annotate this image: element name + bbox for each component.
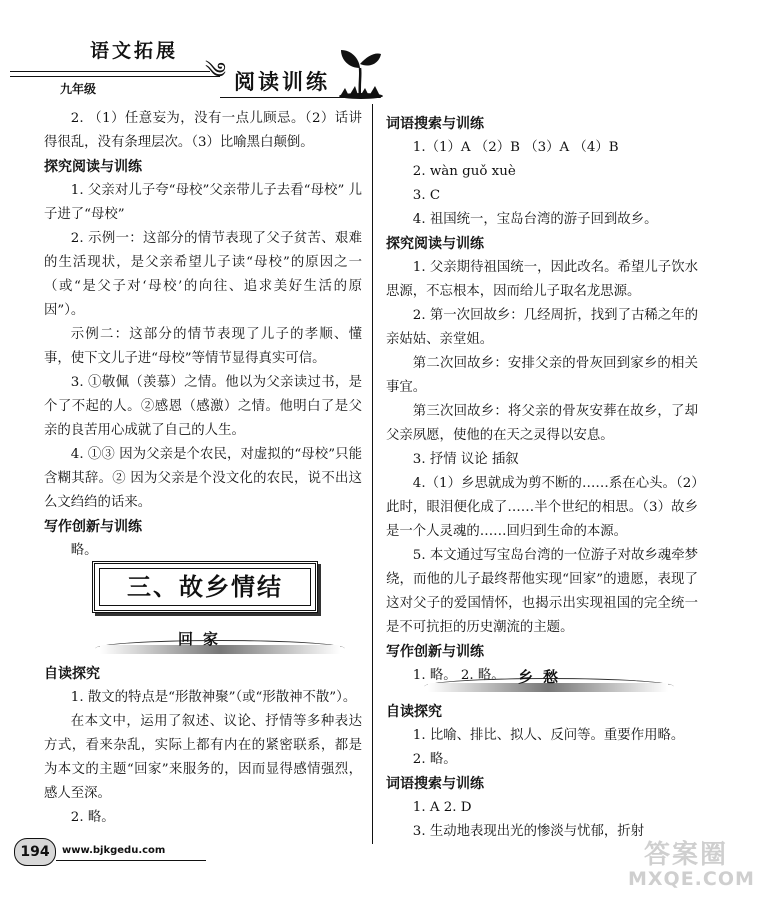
chapter-banner (92, 561, 318, 613)
paragraph: 在本文中，运用了叙述、议论、抒情等多种表达方式，看来杂乱，实际上都有内在的紧密联系，都是为本文的主题“回家”来服务的，因而显得感情强烈，感人至深。 (44, 714, 362, 801)
section-heading: 自读探究 (44, 666, 100, 682)
header-rule (10, 71, 210, 72)
footer-rule (56, 860, 206, 861)
column-divider (372, 104, 373, 844)
page-header (0, 0, 777, 100)
swirl-ornament-icon: ༄ (205, 59, 227, 84)
paragraph: 1. 父亲对儿子夸“母校”父亲带儿子去看“母校” 儿子进了“母校” (44, 183, 362, 222)
section-heading: 词语搜索与训练 (386, 116, 484, 132)
paragraph: 示例二：这部分的情节表现了儿子的孝顺、懂事，使下文儿子进“母校”等情节显得真实可信。 (44, 327, 362, 366)
left-column-bottom (44, 662, 362, 830)
section-title-huijia: 回家 (178, 630, 229, 648)
paragraph: 3. 生动地表现出光的惨淡与忧郁，折射 (412, 824, 645, 839)
paragraph: 1. 略。 2. 略。 (412, 668, 505, 683)
footer-url: www.bjkgedu.com (62, 845, 166, 856)
section-heading: 自读探究 (386, 704, 442, 720)
series-title: 语文拓展 (90, 40, 179, 62)
paragraph: 1. 散文的特点是“形散神聚”（或“形散神不散”）。 (70, 690, 357, 705)
paragraph: 4. 祖国统一，宝岛台湾的游子回到故乡。 (412, 212, 658, 227)
page-number: 194 (14, 838, 56, 866)
paragraph: 1. 父亲期待祖国统一，因此改名。希望儿子饮水思源，不忘根本，因而给儿子取名龙思源。 (386, 260, 698, 299)
watermark (628, 834, 768, 894)
paragraph: 3. 抒情 议论 插叙 (412, 452, 519, 467)
title-underline (220, 97, 345, 98)
paragraph: 5. 本文通过写宝岛台湾的一位游子对故乡魂牵梦绕，而他的儿子最终帮他实现“回家”的遗愿，表现了这对父子的爱国情怀，也揭示出实现祖国的完全统一是不可抗拒的历史潮流的主题。 (386, 548, 698, 635)
paragraph: 3. ①敬佩（羡慕）之情。他以为父亲读过书，是个了不起的人。②感恩（感激）之情。他明白了是父亲的良苦用心成就了自己的人生。 (44, 375, 362, 438)
paragraph: 4. ①③ 因为父亲是个农民，对虚拟的“母校”只能含糊其辞。② 因为父亲是个没文化的农民，说不出这么文绉绉的话来。 (44, 447, 362, 510)
paragraph: 2. 略。 (70, 810, 115, 825)
section-heading: 探究阅读与训练 (386, 236, 484, 252)
sprout-logo-icon (335, 38, 385, 100)
paragraph: 2. 略。 (412, 752, 457, 767)
paragraph: 2. wàn guǒ xuè (412, 164, 516, 179)
watermark-line1: 答案圈 (644, 840, 729, 870)
paragraph: 2. 第一次回故乡：几经周折，找到了古稀之年的亲姑姑、亲堂姐。 (386, 308, 698, 347)
paragraph: 第二次回故乡：安排父亲的骨灰回到家乡的相关事宜。 (386, 356, 698, 395)
paragraph: 1. A 2. D (412, 800, 472, 815)
section-heading: 写作创新与训练 (386, 644, 484, 660)
paragraph: 3. C (412, 188, 441, 203)
paragraph: 4.（1）乡思就成为剪不断的……系在心头。（2）此时，眼泪便化成了……半个世纪的相思。（3）故乡是一个人灵魂的……回归到生命的本源。 (386, 476, 698, 539)
section-heading: 探究阅读与训练 (44, 159, 142, 175)
right-column-bottom (386, 700, 698, 844)
paragraph: 1. 比喻、排比、拟人、反问等。重要作用略。 (412, 728, 685, 743)
paragraph: 2. 示例一：这部分的情节表现了父子贫苦、艰难的生活现状，是父亲希望儿子读“母校”的原因之一（或“是父子对‘母校’的向往、追求美好生活的原因”）。 (44, 231, 362, 318)
section-heading: 写作创新与训练 (44, 519, 142, 535)
section-title-xiangchou: 乡愁 (518, 668, 569, 686)
paragraph: 略。 (70, 543, 98, 558)
grade-label: 九年级 (60, 82, 97, 96)
left-column (44, 107, 362, 563)
right-column (386, 112, 698, 688)
watermark-line2: MXQE.COM (628, 868, 755, 890)
section-heading: 词语搜索与训练 (386, 776, 484, 792)
chapter-title: 三、故乡情结 (99, 568, 311, 606)
book-title: 阅读训练 (234, 69, 330, 94)
paragraph: 第三次回故乡：将父亲的骨灰安葬在故乡，了却父亲夙愿，使他的在天之灵得以安息。 (386, 404, 698, 443)
header-rule-thin (10, 76, 220, 77)
paragraph: 1.（1）A （2）B （3）A （4）B (412, 140, 619, 155)
paragraph: 2. （1）任意妄为，没有一点儿顾忌。（2）话讲得很乱，没有条理层次。（3）比喻黑白颠倒。 (44, 111, 362, 150)
